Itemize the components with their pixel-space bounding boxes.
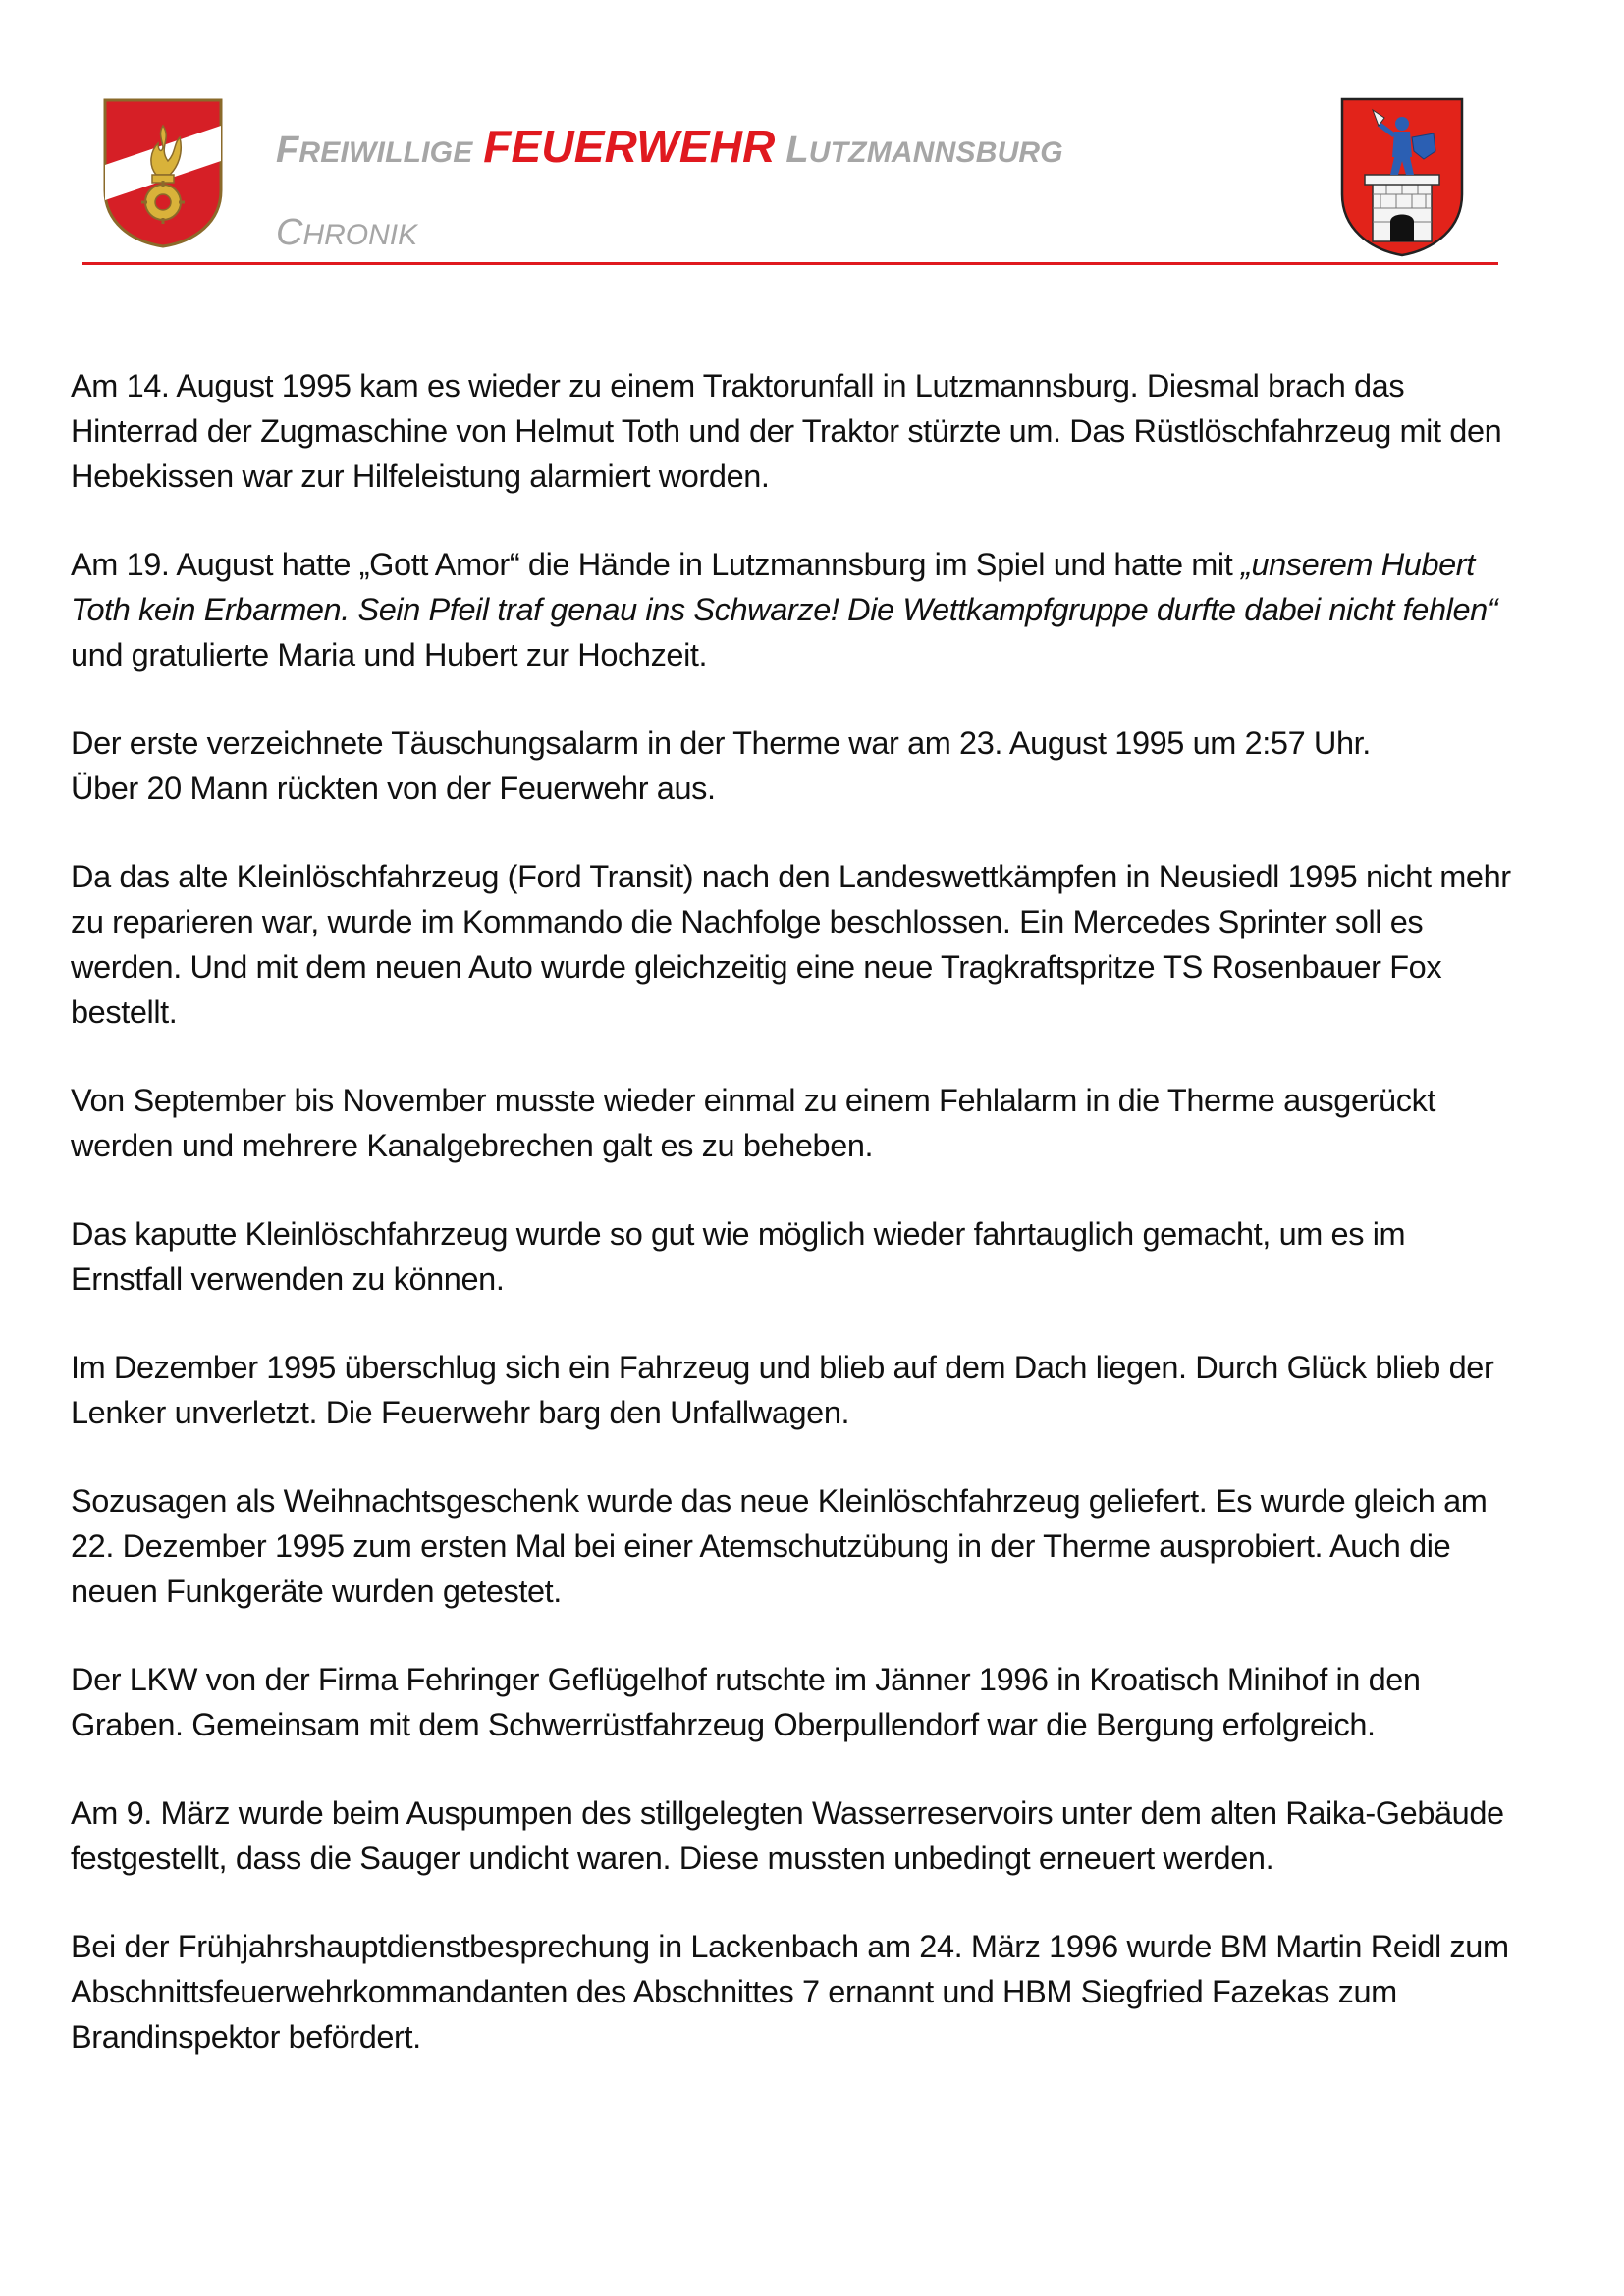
chronicle-body <box>71 363 1553 2103</box>
document-subtitle: CHRONIK <box>276 212 418 253</box>
paragraph-unfall-dezember: Im Dezember 1995 überschlug sich ein Fahrzeug und blieb auf dem Dach liegen. Durch Glück blieb der Lenker unverletzt. Die Feuerwehr barg den Unfallwagen. <box>71 1350 1494 1430</box>
paragraph-lkw-bergung: Der LKW von der Firma Fehringer Geflügelhof rutschte im Jänner 1996 in Kroatisch Minihof in den Graben. Gemeinsam mit dem Schwerrüstfahrzeug Oberpullendorf war die Bergung erfolgreich. <box>71 1662 1421 1742</box>
paragraph-kleinloeschfahrzeug: Da das alte Kleinlöschfahrzeug (Ford Transit) nach den Landeswettkämpfen in Neusiedl 1995 nicht mehr zu reparieren war, wurde im Kommando die Nachfolge beschlossen. Ein Mercedes Sprinter soll es werden. Und mit dem neuen Auto wurde gleichzeitig eine neue Tragkraftspritze TS Rosenbauer Fox bestellt. <box>71 859 1511 1030</box>
paragraph-hochzeit: Am 19. August hatte „Gott Amor“ die Hände in Lutzmannsburg im Spiel und hatte mit „unserem Hubert Toth kein Erbarmen. Sein Pfeil traf genau ins Schwarze! Die Wettkampfgruppe durfte dabei nicht fehlen“ und gratulierte Maria und Hubert zur Hochzeit. <box>71 547 1498 672</box>
title-highlight: FEUERWEHR <box>483 121 776 172</box>
quote-text: Toth kein Erbarmen. Sein Pfeil traf genau ins Schwarze! Die Wettkampfgruppe durfte dabei nicht fehlen“ <box>71 592 1498 627</box>
paragraph-wasserreservoir: Am 9. März wurde beim Auspumpen des stillgelegten Wasserreservoirs unter dem alten Raika-Gebäude festgestellt, dass die Sauger undicht waren. Diese mussten unbedingt erneuert werden. <box>71 1795 1504 1876</box>
paragraph-traktorunfall: Am 14. August 1995 kam es wieder zu einem Traktorunfall in Lutzmannsburg. Diesmal brach das Hinterrad der Zugmaschine von Helmut Toth und der Traktor stürzte um. Das Rüstlöschfahrzeug mit den Hebekissen war zur Hilfeleistung alarmiert worden. <box>71 368 1502 494</box>
paragraph-reparatur: Das kaputte Kleinlöschfahrzeug wurde so gut wie möglich wieder fahrtauglich gemacht, um es im Ernstfall verwenden zu können. <box>71 1216 1406 1297</box>
coat-of-arms-logo <box>1339 96 1465 258</box>
organization-title: FREIWILLIGE FEUERWEHR LUTZMANNSBURG <box>276 121 1063 172</box>
paragraph-weihnachtsgeschenk: Sozusagen als Weihnachtsgeschenk wurde das neue Kleinlöschfahrzeug geliefert. Es wurde gleich am 22. Dezember 1995 zum ersten Mal bei einer Atemschutzübung in der Therme ausprobiert. Auch die neuen Funkgeräte wurden getestet. <box>71 1483 1488 1609</box>
header-divider <box>82 262 1498 265</box>
paragraph-taeuschungsalarm: Der erste verzeichnete Täuschungsalarm in der Therme war am 23. August 1995 um 2:57 Uhr. Über 20 Mann rückten von der Feuerwehr aus. <box>71 725 1371 806</box>
fire-brigade-emblem-logo <box>101 96 225 249</box>
paragraph-fehlalarm: Von September bis November musste wieder einmal zu einem Fehlalarm in die Therme ausgerückt werden und mehrere Kanalgebrechen galt es zu beheben. <box>71 1083 1436 1163</box>
quote-text: „unserem Hubert <box>1241 547 1475 582</box>
page-header <box>0 0 1624 275</box>
paragraph-dienstbesprechung: Bei der Frühjahrshauptdienstbesprechung in Lackenbach am 24. März 1996 wurde BM Martin Reidl zum Abschnittsfeuerwehrkommandanten des Abschnittes 7 ernannt und HBM Siegfried Fazekas zum Brandinspektor befördert. <box>71 1929 1509 2055</box>
